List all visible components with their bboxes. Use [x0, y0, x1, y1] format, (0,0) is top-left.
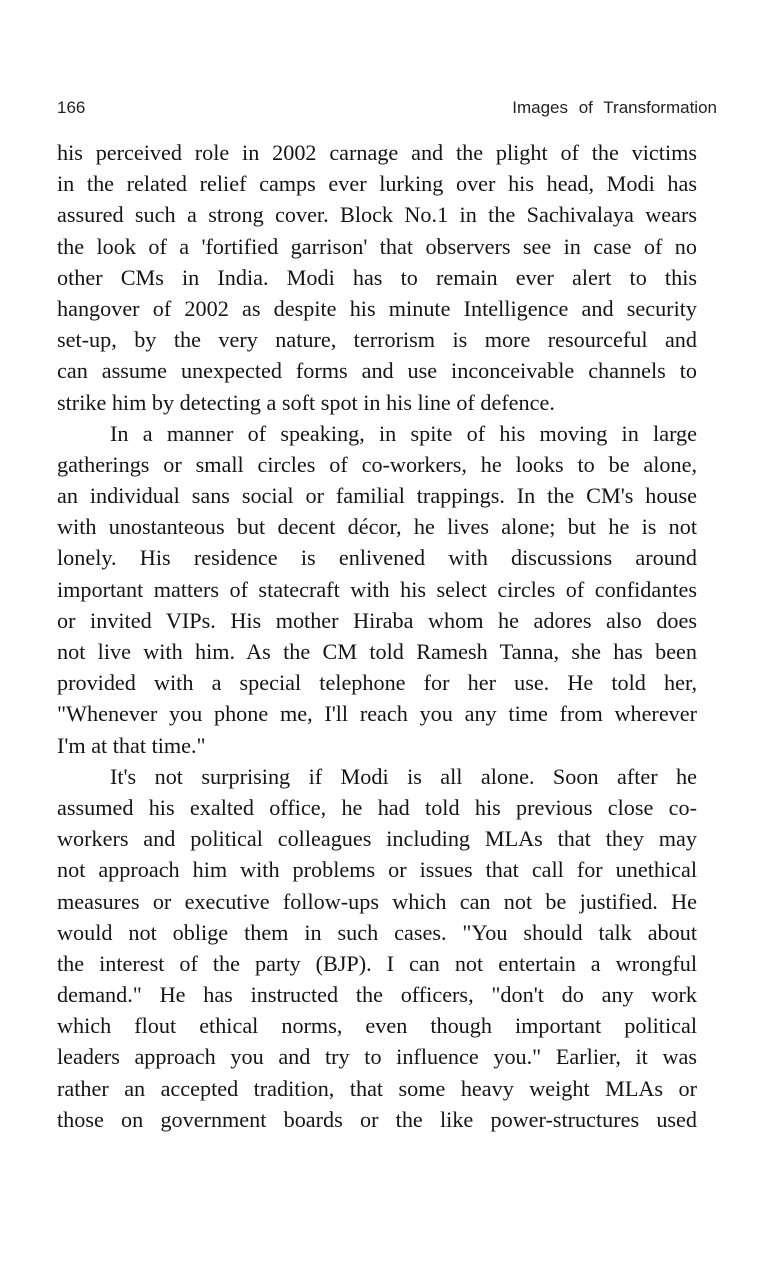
text-line: which flout ethical norms, even though important political [57, 1013, 697, 1039]
text-line: assured such a strong cover. Block No.1 in the Sachivalaya wears [57, 202, 697, 228]
text-line: workers and political colleagues including MLAs that they may [57, 826, 697, 852]
text-line: those on government boards or the like power-structures used [57, 1106, 697, 1132]
text-line: It's not surprising if Modi is all alone. Soon after he [110, 763, 697, 789]
text-line: not live with him. As the CM told Ramesh Tanna, she has been [57, 639, 697, 664]
text-line: lonely. His residence is enlivened with discussions around [57, 545, 697, 571]
text-line: can assume unexpected forms and use inconceivable channels to [57, 358, 697, 384]
text-line: rather an accepted tradition, that some heavy weight MLAs or [57, 1075, 697, 1101]
text-line: the look of a 'fortified garrison' that observers see in case of no [57, 233, 697, 259]
text-line: or invited VIPs. His mother Hiraba whom he adores also does [57, 607, 697, 633]
text-line: with unostanteous but decent décor, he lives alone; but he is not [57, 514, 697, 540]
text-line: an individual sans social or familial trappings. In the CM's house [57, 483, 697, 509]
text-line: other CMs in India. Modi has to remain ever alert to this [57, 264, 697, 290]
running-title: Images of Transformation [512, 98, 717, 117]
text-line: In a manner of speaking, in spite of his moving in large [110, 420, 697, 446]
text-line: "Whenever you phone me, I'll reach you any time from wherever [57, 701, 697, 727]
text-line: gatherings or small circles of co-workers, he looks to be alone, [57, 451, 697, 477]
text-line: would not oblige them in such cases. "You should talk about [57, 919, 697, 945]
text-line: important matters of statecraft with his select circles of confidantes [57, 576, 697, 602]
text-line: provided with a special telephone for her use. He told her, [57, 670, 697, 696]
text-line: strike him by detecting a soft spot in his line of defence. [57, 389, 555, 415]
paragraph [57, 418, 697, 761]
text-line: measures or executive follow-ups which can not be justified. He [57, 888, 697, 914]
body-text [57, 137, 697, 1135]
text-line: the interest of the party (BJP). I can not entertain a wrongful [57, 950, 697, 976]
text-line: set-up, by the very nature, terrorism is more resourceful and [57, 327, 697, 353]
paragraph [57, 137, 697, 418]
paragraph [57, 761, 697, 1135]
text-line: his perceived role in 2002 carnage and the plight of the victims [57, 140, 697, 165]
text-line: leaders approach you and try to influence you." Earlier, it was [57, 1044, 697, 1070]
text-line: demand." He has instructed the officers, "don't do any work [57, 982, 697, 1008]
page-number: 166 [57, 98, 86, 117]
text-line: assumed his exalted office, he had told his previous close co- [57, 794, 697, 820]
text-line: not approach him with problems or issues that call for unethical [57, 857, 697, 883]
text-line: I'm at that time." [57, 732, 206, 758]
running-header [57, 98, 717, 122]
text-line: in the related relief camps ever lurking over his head, Modi has [57, 171, 697, 197]
text-line: hangover of 2002 as despite his minute Intelligence and security [57, 295, 697, 321]
